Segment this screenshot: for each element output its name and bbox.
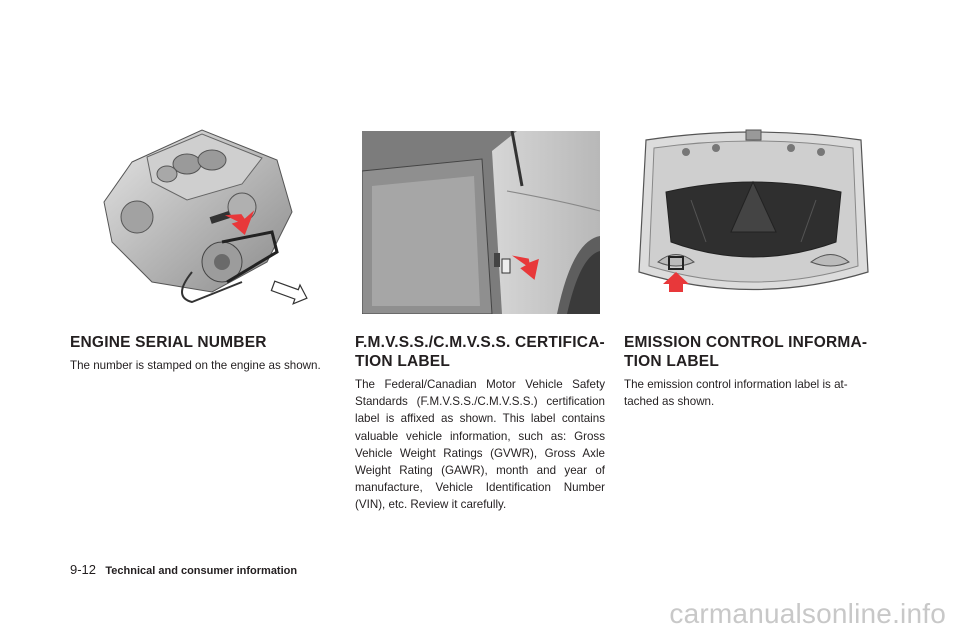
section-body: The Federal/Canadian Motor Vehicle Safety Standards (F.M.V.S.S./C.M.V.S.S.) certification label is affixed as shown. This label contains valuable vehicle information, such as: Gross Vehicle Weight Ratings (GVWR), Gross Axle Weight Rating (GAWR), month and year of manufacture, Vehicle Identification Number (VIN), etc. Review it carefully. <box>355 378 605 512</box>
hood-underside-illustration <box>636 122 871 307</box>
page-footer <box>70 562 297 577</box>
section-fmvss-certification-label <box>355 333 605 514</box>
section-heading: F.M.V.S.S./C.M.V.S.S. CERTIFICA- TION LABEL <box>355 334 605 370</box>
front-direction-arrow-icon <box>270 276 311 307</box>
page-number: 9-12 <box>70 562 97 577</box>
section-heading: ENGINE SERIAL NUMBER <box>70 334 267 351</box>
section-body: The emission control information label is at- tached as shown. <box>624 378 848 409</box>
section-emission-control-label <box>624 333 874 410</box>
door-jamb-illustration <box>362 131 600 314</box>
section-engine-serial-number <box>70 333 320 374</box>
section-body: The number is stamped on the engine as shown. <box>70 359 321 372</box>
section-heading: EMISSION CONTROL INFORMA- TION LABEL <box>624 334 868 370</box>
engine-illustration <box>92 122 312 307</box>
watermark: carmanualsonline.info <box>669 598 946 629</box>
footer-section-title: Technical and consumer information <box>105 565 298 577</box>
